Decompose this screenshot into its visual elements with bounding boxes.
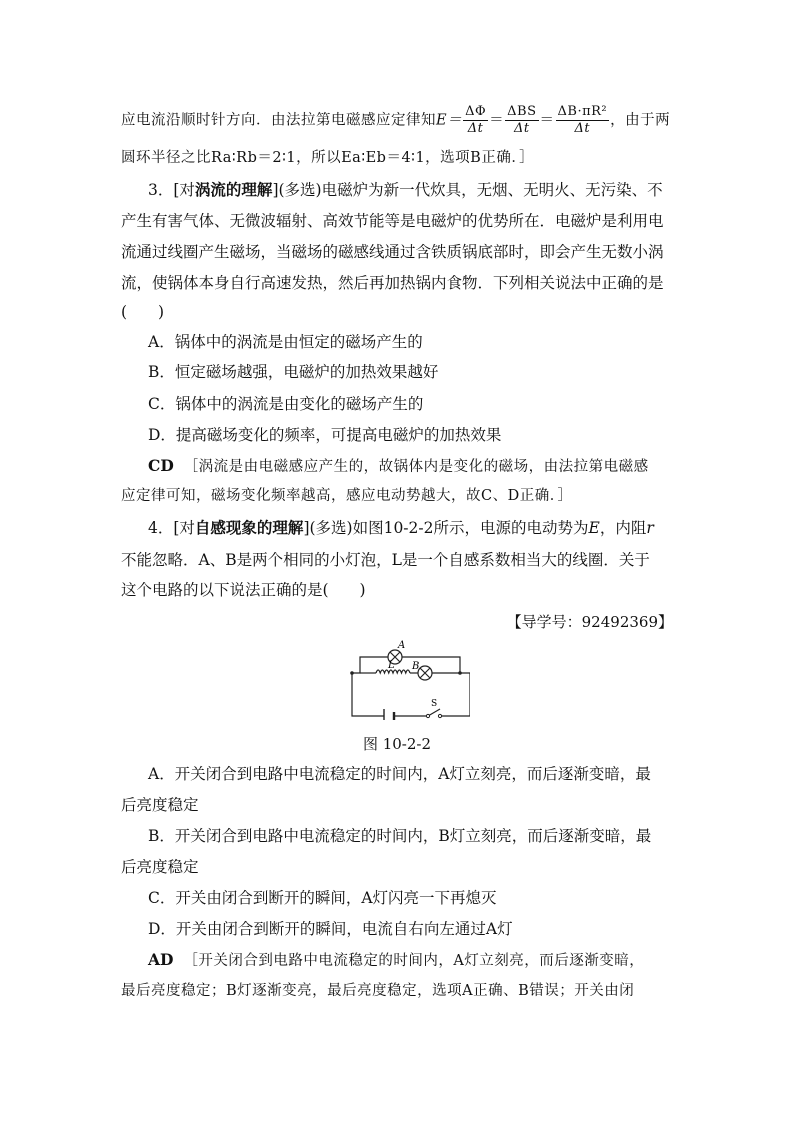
q3-option-b: B．恒定磁场越强，电磁炉的加热效果越好 (148, 363, 439, 381)
fraction-bs: $\frac{\text{ΔBS}}{\Delta t}$ (507, 104, 537, 136)
label-a: A (398, 640, 406, 651)
question-3-line-1: 3．[对涡流的理解](多选)电磁炉为新一代炊具，无烟、无明火、无污染、不 (148, 180, 663, 199)
label-b: B (412, 661, 420, 672)
answer-4-line-1: AD ［开关闭合到电路中电流稳定的时间内，A灯立刻亮，而后逐渐变暗， (148, 950, 645, 969)
keyword: 自感现象的理解 (194, 518, 304, 537)
question-3-line-4: 流，使锅体本身自行高速发热，然后再加热锅内食物．下列相关说法中正确的是 (121, 274, 664, 292)
q4-option-a-line-2: 后亮度稳定 (121, 796, 199, 814)
fraction-pir2: $\frac{\text{ΔB·πR²}}{\Delta t}$ (557, 104, 608, 136)
label-l: L (388, 660, 395, 671)
question-3-line-5: ( ) (121, 303, 165, 321)
answer-key: CD (148, 456, 174, 475)
solution-line-2: 圆环半径之比Ra∶Rb＝2∶1，所以Ea∶Eb＝4∶1，选项B正确．］ (121, 150, 535, 166)
q4-option-d: D．开关由闭合到断开的瞬间，电流自右向左通过A灯 (148, 920, 513, 938)
q4-option-c: C．开关由闭合到断开的瞬间，A灯闪亮一下再熄灭 (148, 889, 497, 907)
solution-line-1: 应电流沿顺时针方向．由法拉第电磁感应定律知E＝ $\frac{\Delta\Phi}{\Delta t}$ ＝ $\frac{\text{ΔBS}}{\Delta t}$ ＝ $\frac{\text{ΔB·πR²}}{\Delta t}$ ，由于两 (121, 104, 671, 136)
q4-option-a-line-1: A．开关闭合到电路中电流稳定的时间内，A灯立刻亮，而后逐渐变暗，最 (148, 765, 651, 783)
label-s: S (431, 699, 438, 709)
guide-number: 【导学号：92492369】 (506, 613, 673, 631)
answer-3-line-1: CD ［涡流是由电磁感应产生的，故锅体内是变化的磁场，由法拉第电磁感 (148, 456, 649, 475)
text: E＝ (436, 112, 463, 129)
question-4-line-2: 不能忽略．A、B是两个相同的小灯泡，L是一个自感系数相当大的线圈．关于 (121, 551, 650, 569)
answer-4-line-2: 最后亮度稳定；B灯逐渐变亮，最后亮度稳定，选项A正确、B错误；开关由闭 (121, 983, 635, 999)
q3-option-d: D．提高磁场变化的频率，可提高电磁炉的加热效果 (148, 426, 502, 444)
figure-caption: 图 10-2-2 (362, 735, 432, 753)
q4-option-b-line-1: B．开关闭合到电路中电流稳定的时间内，B灯立刻亮，而后逐渐变暗，最 (148, 827, 652, 845)
question-4-line-1: 4．[对自感现象的理解](多选)如图10-2-2所示，电源的电动势为E，内阻r (148, 518, 654, 537)
q3-option-c: C．锅体中的涡流是由变化的磁场产生的 (148, 395, 424, 413)
circuit-diagram (340, 638, 470, 720)
keyword: 涡流的理解 (194, 180, 273, 199)
question-3-line-2: 产生有害气体、无微波辐射、高效节能等是电磁炉的优势所在．电磁炉是利用电 (121, 212, 664, 230)
question-3-line-3: 流通过线圈产生磁场，当磁场的磁感线通过含铁质锅底部时，即会产生无数小涡 (121, 243, 664, 261)
answer-key: AD (148, 950, 174, 969)
question-4-line-3: 这个电路的以下说法正确的是( ) (121, 581, 366, 599)
wire (440, 673, 470, 716)
wire (352, 673, 384, 716)
q4-option-b-line-2: 后亮度稳定 (121, 858, 199, 876)
answer-3-line-2: 应定律可知，磁场变化频率越高，感应电动势越大，故C、D正确．］ (121, 488, 573, 504)
fraction-flux: $\frac{\Delta\Phi}{\Delta t}$ (465, 104, 487, 136)
text: ，由于两 (610, 112, 671, 129)
q3-option-a: A．锅体中的涡流是由恒定的磁场产生的 (148, 333, 423, 351)
text: 应电流沿顺时针方向．由法拉第电磁感应定律知 (121, 112, 436, 129)
